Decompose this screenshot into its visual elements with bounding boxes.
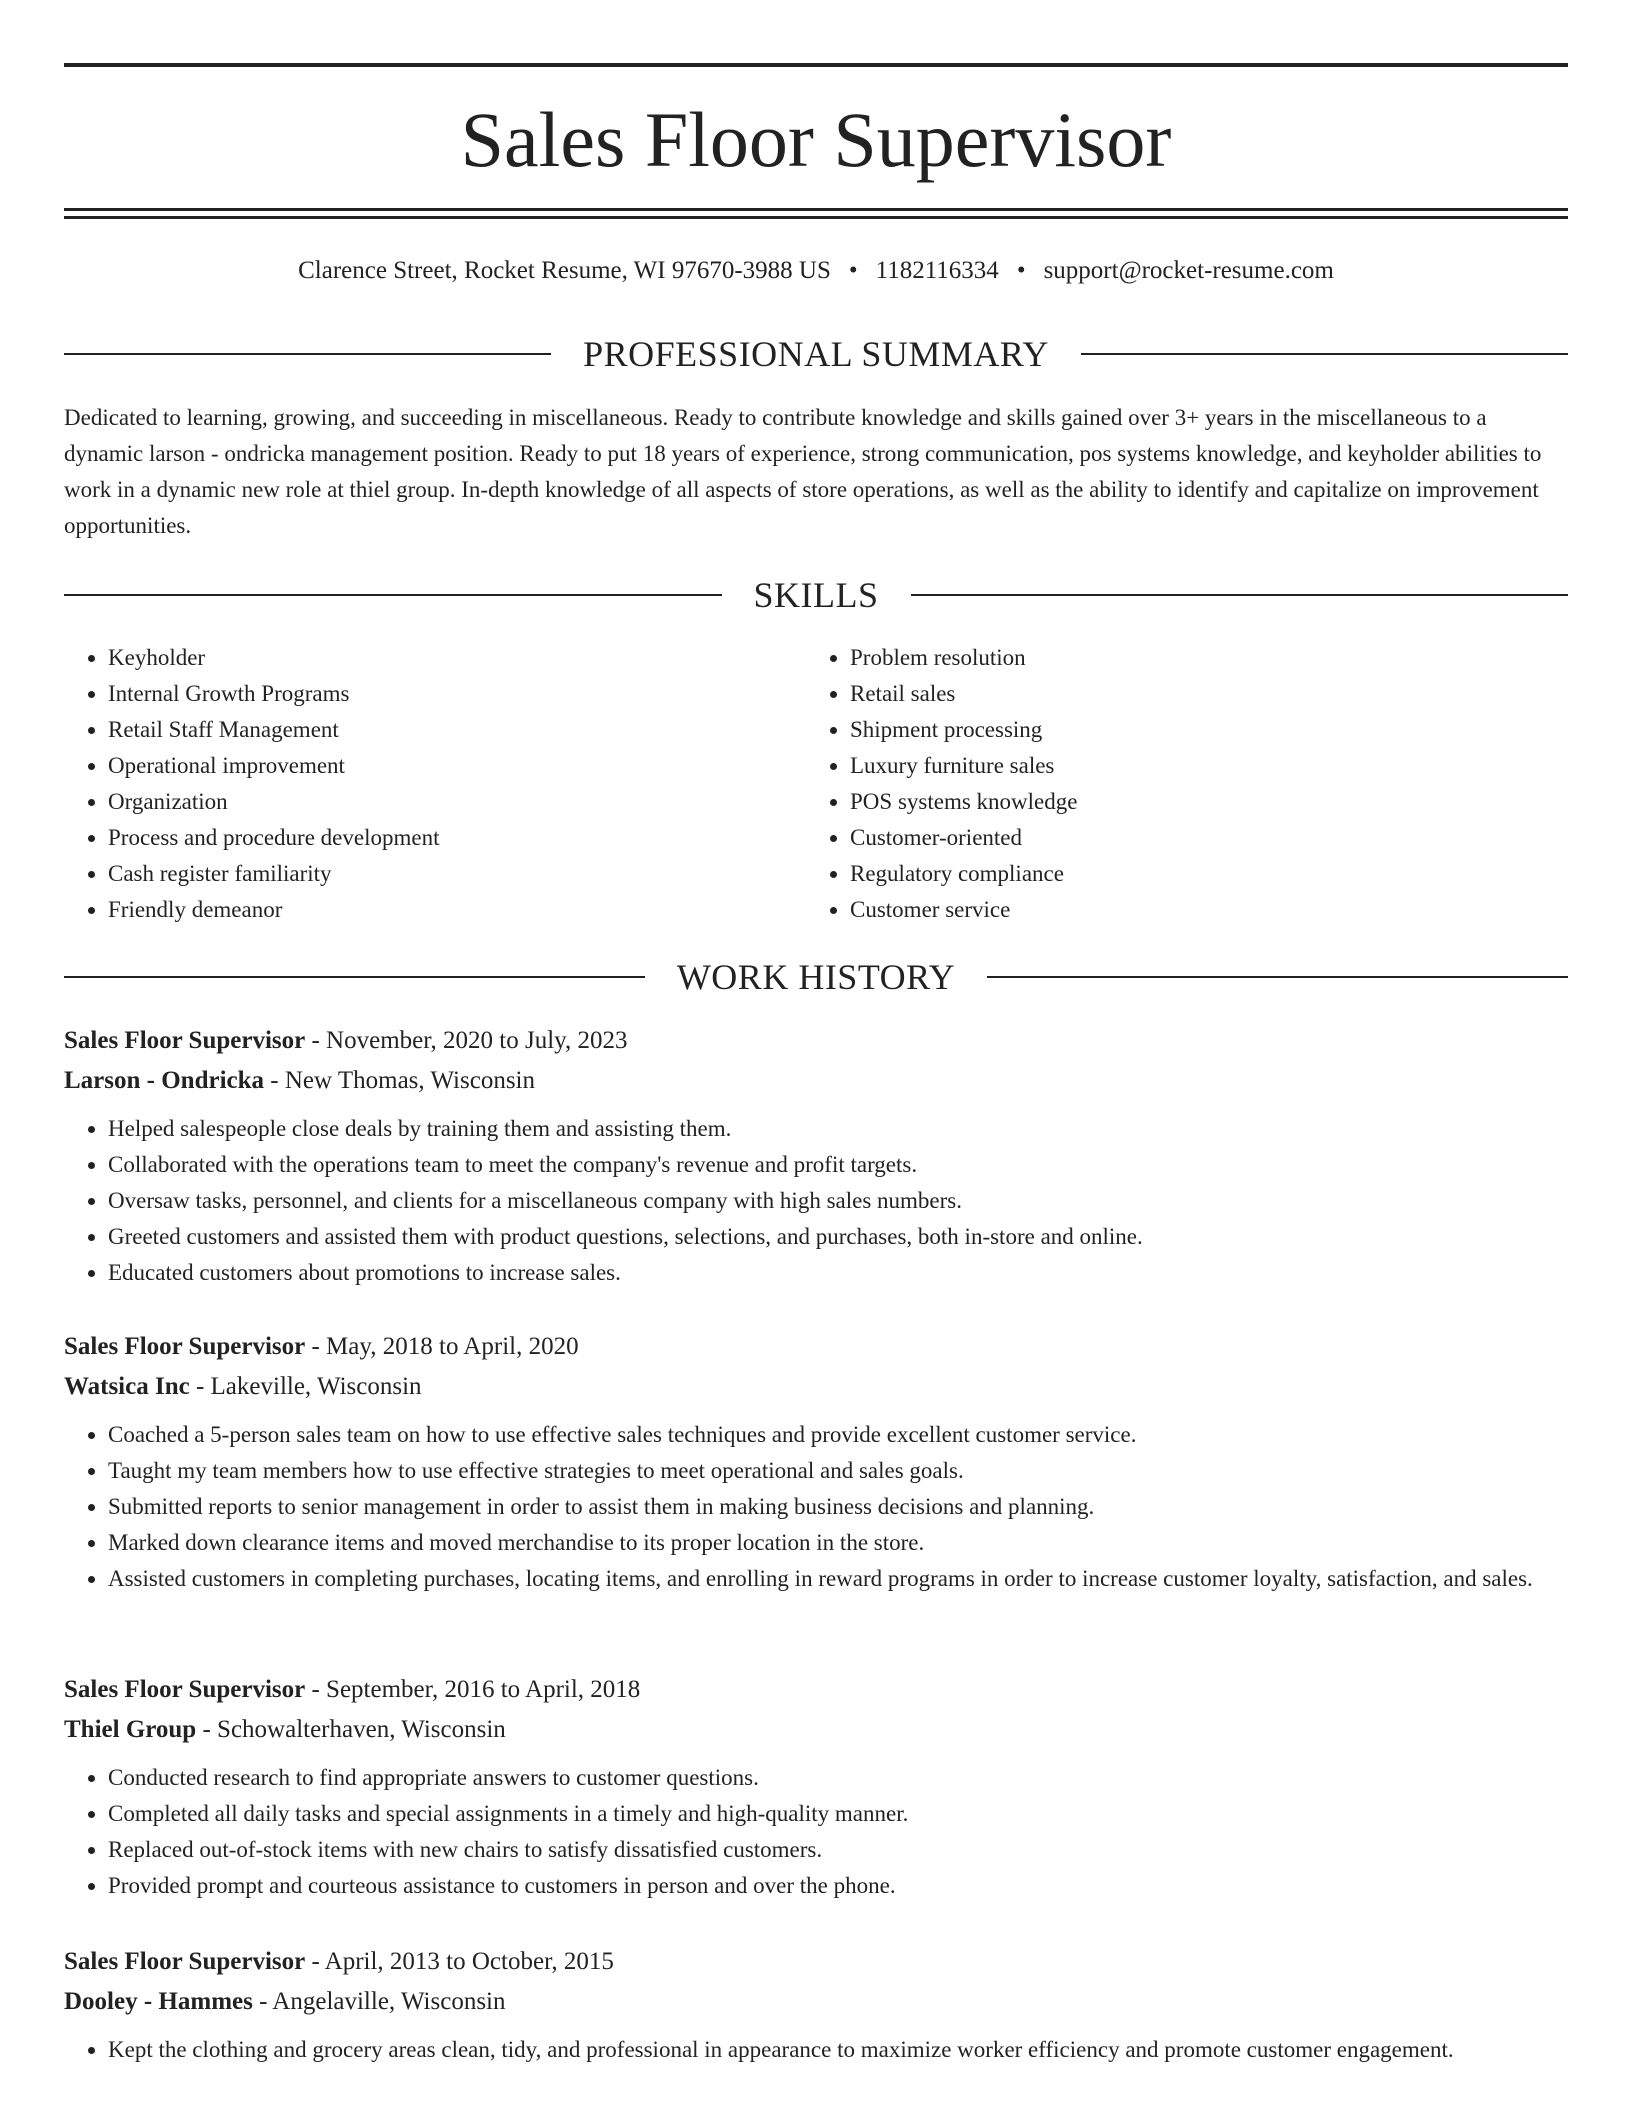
job-bullet: • Assisted customers in completing purchases, locating items, and enrolling in reward programs in order to increase customer loyalty, satisfaction, and sales. [108,1561,1568,1597]
job-company-line [64,1982,1568,2022]
job-company-line [64,1710,1568,1750]
job-location: - New Thomas, Wisconsin [264,1067,535,1094]
skill-item: • Retail Staff Management [108,712,806,748]
job-entry [64,1670,1568,1904]
summary-text: Dedicated to learning, growing, and succeeding in miscellaneous. Ready to contribute knowledge and skills gained over 3+ years in the miscellaneous to a dynamic larson - ondricka management position. Ready to put 18 years of experience, strong communication, pos systems knowledge, and keyholder abilities to work in a dynamic new role at thiel group. In-depth knowledge of all aspects of store operations, as well as the ability to identify and capitalize on improvement opportunities. [64,405,1542,538]
work-history-heading-label: WORK HISTORY [676,957,956,997]
skills-column-left [64,640,806,928]
job-company: Thiel Group [64,1716,197,1743]
skill-item: • Shipment processing [850,712,1548,748]
job-bullets [64,1417,1568,1597]
summary-heading [64,332,1568,376]
title-rule-upper [64,208,1568,211]
job-entry [64,1021,1568,1291]
job-bullet: • Greeted customers and assisted them with product questions, selections, and purchases, both in-store and online. [108,1219,1568,1255]
skills-heading [64,573,1568,617]
skill-item: • Process and procedure development [108,820,806,856]
summary-heading-label: PROFESSIONAL SUMMARY [583,334,1049,374]
skills-column-right [806,640,1548,928]
job-title-line [64,1021,1568,1061]
skill-item: • Organization [108,784,806,820]
job-bullets [64,1111,1568,1291]
job-title: Sales Floor Supervisor [64,1333,306,1360]
skill-item: • Regulatory compliance [850,856,1548,892]
job-dates: - November, 2020 to July, 2023 [305,1027,628,1054]
job-bullets [64,2032,1568,2068]
work-history-heading [64,955,1568,999]
divider-line [64,976,645,978]
divider-line [64,594,722,596]
job-bullet: • Taught my team members how to use effective strategies to meet operational and sales goals. [108,1453,1568,1489]
job-company: Dooley - Hammes [64,1988,253,2015]
title-rule-lower [64,216,1568,219]
skill-item: • Friendly demeanor [108,892,806,928]
skills-list [64,640,1568,928]
skill-item: • Keyholder [108,640,806,676]
skill-item: • Operational improvement [108,748,806,784]
skill-item: • Internal Growth Programs [108,676,806,712]
job-bullet: • Collaborated with the operations team to meet the company's revenue and profit targets. [108,1147,1568,1183]
job-bullet: • Conducted research to find appropriate answers to customer questions. [108,1760,1568,1796]
job-location: - Schowalterhaven, Wisconsin [196,1716,506,1743]
job-bullet: • Helped salespeople close deals by training them and assisting them. [108,1111,1568,1147]
job-bullet: • Submitted reports to senior management in order to assist them in making business decisions and planning. [108,1489,1568,1525]
job-bullet: • Kept the clothing and grocery areas clean, tidy, and professional in appearance to maximize worker efficiency and promote customer engagement. [108,2032,1568,2068]
job-location: - Angelaville, Wisconsin [252,1988,506,2015]
job-title: Sales Floor Supervisor [64,1027,306,1054]
divider-line [987,976,1568,978]
resume-title: Sales Floor Supervisor [460,96,1172,183]
divider-line [64,353,551,355]
job-bullet: • Educated customers about promotions to increase sales. [108,1255,1568,1291]
skill-item: • POS systems knowledge [850,784,1548,820]
contact-address: Clarence Street, Rocket Resume, WI 97670-3988 US [298,257,831,284]
job-bullet: • Completed all daily tasks and special assignments in a timely and high-quality manner. [108,1796,1568,1832]
contact-separator: • [848,257,858,284]
job-title-line [64,1942,1568,1982]
job-company: Watsica Inc [64,1373,190,1400]
job-dates: - September, 2016 to April, 2018 [305,1676,641,1703]
job-entry [64,1942,1568,2068]
job-entry [64,1327,1568,1597]
skill-item: • Cash register familiarity [108,856,806,892]
job-title-line [64,1327,1568,1367]
skills-heading-label: SKILLS [753,575,879,615]
job-bullet: • Coached a 5-person sales team on how to use effective sales techniques and provide excellent customer service. [108,1417,1568,1453]
skill-item: • Problem resolution [850,640,1548,676]
skill-item: • Retail sales [850,676,1548,712]
job-bullet: • Replaced out-of-stock items with new chairs to satisfy dissatisfied customers. [108,1832,1568,1868]
skill-item: • Customer service [850,892,1548,928]
job-title: Sales Floor Supervisor [64,1676,306,1703]
skill-item: • Customer-oriented [850,820,1548,856]
contact-line [64,254,1568,288]
job-dates: - April, 2013 to October, 2015 [305,1948,614,1975]
job-company-line [64,1061,1568,1101]
divider-line [911,594,1569,596]
job-dates: - May, 2018 to April, 2020 [305,1333,579,1360]
skill-item: • Luxury furniture sales [850,748,1548,784]
job-bullet: • Oversaw tasks, personnel, and clients for a miscellaneous company with high sales numbers. [108,1183,1568,1219]
contact-separator: • [1016,257,1026,284]
divider-line [1081,353,1568,355]
job-title-line [64,1670,1568,1710]
contact-email: support@rocket-resume.com [1043,257,1334,284]
contact-phone: 1182116334 [875,257,999,284]
job-company: Larson - Ondricka [64,1067,265,1094]
job-bullet: • Marked down clearance items and moved merchandise to its proper location in the store. [108,1525,1568,1561]
job-company-line [64,1367,1568,1407]
job-location: - Lakeville, Wisconsin [189,1373,422,1400]
job-title: Sales Floor Supervisor [64,1948,306,1975]
job-bullets [64,1760,1568,1904]
top-rule [64,63,1568,67]
job-bullet: • Provided prompt and courteous assistance to customers in person and over the phone. [108,1868,1568,1904]
